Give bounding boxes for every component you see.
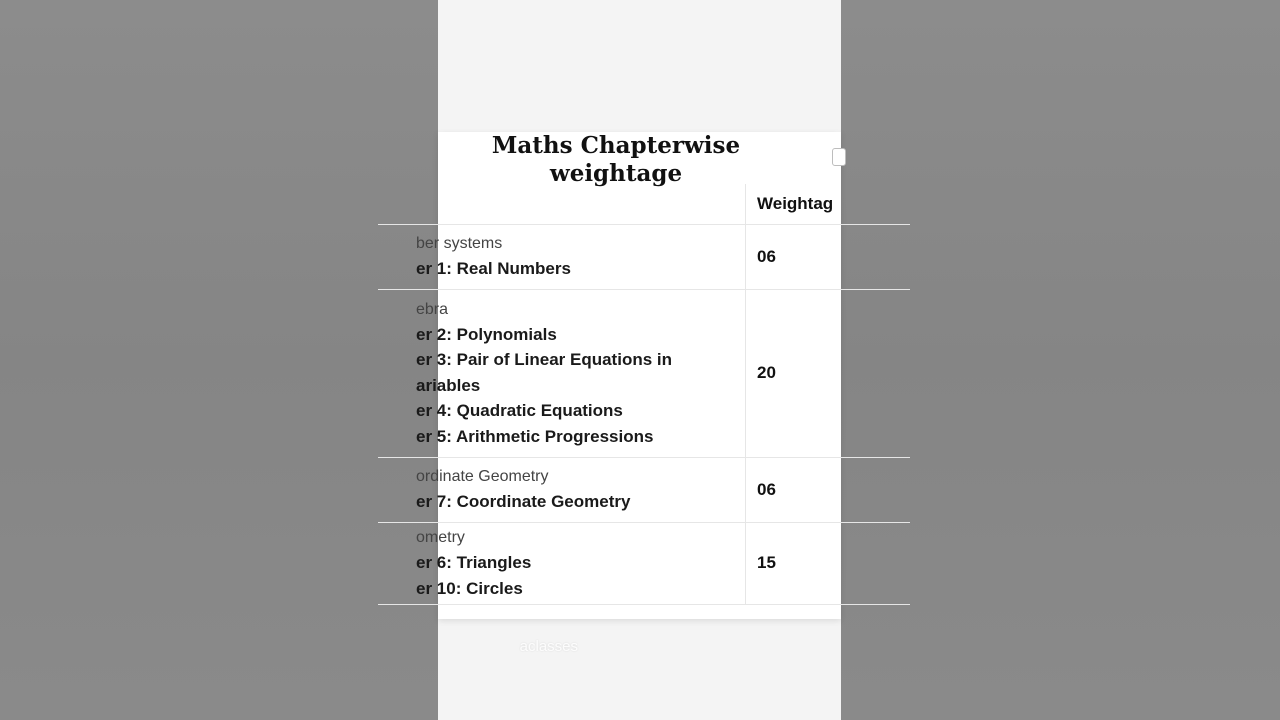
- page-title: [438, 132, 794, 187]
- weightage-card: [416, 132, 841, 619]
- unit-cell: [378, 525, 745, 601]
- chapter-item: er 6: Triangles: [416, 553, 532, 572]
- phone-screen: [416, 0, 841, 720]
- unit-cell: [378, 464, 745, 515]
- header-unit-cell: [378, 184, 746, 224]
- unit-name: ometry: [416, 529, 465, 546]
- weightage-value: 06: [746, 224, 911, 289]
- header-weightage: Weightag: [746, 184, 911, 224]
- watermark-text: aclasses: [519, 638, 578, 655]
- table-row: [378, 457, 910, 522]
- chapter-item: er 10: Circles: [416, 578, 523, 598]
- unit-cell: [378, 231, 745, 282]
- table-header-row: [378, 184, 910, 224]
- unit-name: ber systems: [416, 235, 503, 253]
- title-line-2: weightage: [549, 160, 683, 187]
- chapter-item: er 1: Real Numbers: [416, 259, 571, 279]
- title-line-1: Maths Chapterwise: [491, 132, 741, 159]
- unit-name: ebra: [416, 300, 449, 318]
- chapter-item: er 5: Arithmetic Progressions: [416, 426, 654, 446]
- table-row: [378, 224, 910, 289]
- weightage-table: [378, 184, 910, 605]
- table-row: [378, 522, 910, 604]
- unit-name: ordinate Geometry: [416, 468, 549, 486]
- chapter-item: er 2: Polynomials: [416, 324, 557, 344]
- corner-checkbox[interactable]: [832, 148, 846, 166]
- weightage-value: 06: [746, 457, 911, 522]
- blurred-background-left: [0, 0, 438, 720]
- chapter-item: er 4: Quadratic Equations: [416, 401, 623, 421]
- chapter-item: ariables: [416, 375, 481, 395]
- unit-cell: [378, 297, 745, 450]
- chapter-item: er 7: Coordinate Geometry: [416, 492, 631, 512]
- weightage-value: 20: [746, 289, 911, 457]
- table-row: [378, 289, 910, 457]
- weightage-value: 15: [746, 522, 911, 604]
- chapter-item: er 3: Pair of Linear Equations in: [416, 350, 672, 370]
